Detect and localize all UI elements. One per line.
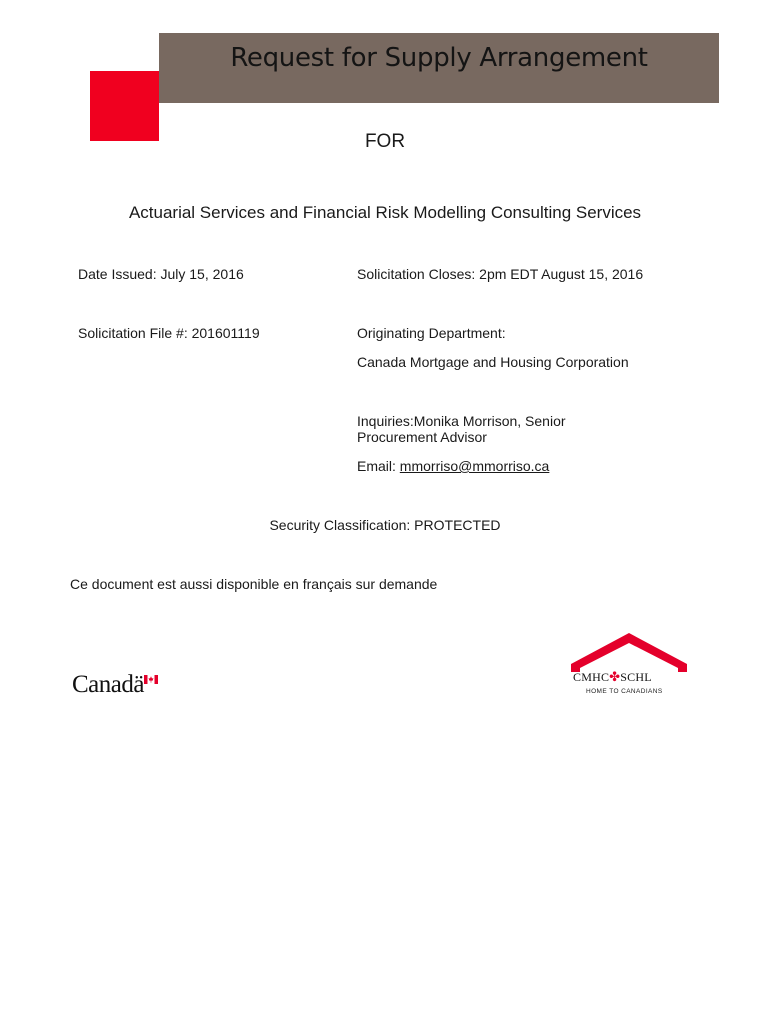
inquiries-line-1: Inquiries:Monika Morrison, Senior [357,413,566,429]
maple-leaf-icon: ✤ [609,669,621,684]
email-link[interactable]: mmorriso@mmorriso.ca [399,458,550,474]
canada-flag-icon [144,675,158,684]
page-title: Request for Supply Arrangement [230,43,648,73]
email-line [357,458,549,474]
title-banner [159,33,719,103]
cmhc-tagline: HOME TO CANADIANS [586,688,663,695]
cmhc-schl-wordmark [573,669,652,685]
french-availability-note: Ce document est aussi disponible en français sur demande [70,576,438,592]
security-classification: Security Classification: PROTECTED [269,517,501,533]
originating-department: Canada Mortgage and Housing Corporation [357,354,629,370]
solicitation-file-number: Solicitation File #: 201601119 [78,325,260,341]
inquiries-line-2: Procurement Advisor [357,429,487,445]
canada-wordmark-text: Canadä [72,671,144,698]
canada-wordmark-logo [72,671,162,703]
schl-text: SCHL [620,670,652,684]
cmhc-text: CMHC [573,670,610,684]
cmhc-schl-logo [570,632,688,700]
subject-title: Actuarial Services and Financial Risk Modelling Consulting Services [128,203,642,222]
for-label: FOR [364,131,406,152]
email-label: Email: [357,458,400,474]
roof-icon [570,632,688,672]
solicitation-closes: Solicitation Closes: 2pm EDT August 15, 2016 [357,266,644,282]
originating-department-label: Originating Department: [357,325,506,341]
date-issued: Date Issued: July 15, 2016 [78,266,244,282]
